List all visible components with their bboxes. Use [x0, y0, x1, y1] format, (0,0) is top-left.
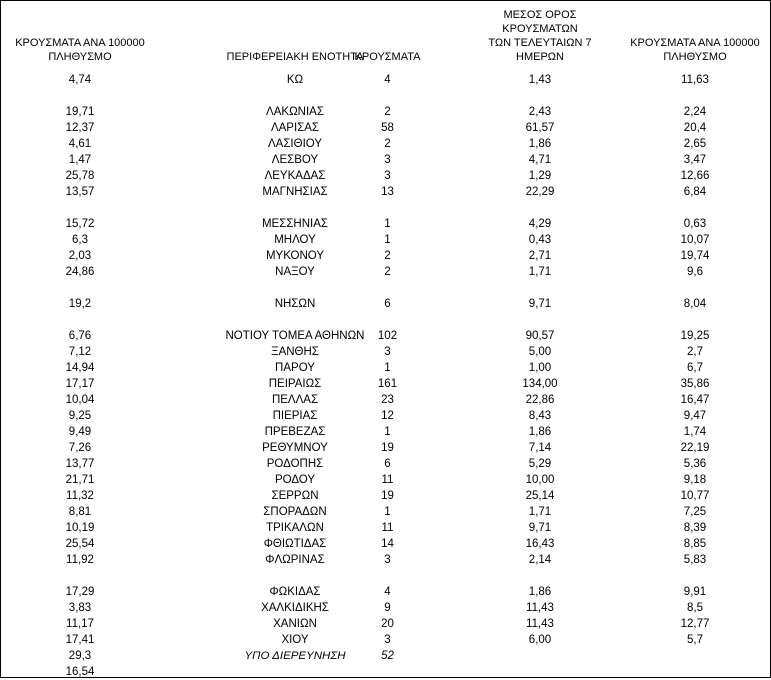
cell-per-100k-right: 0,63	[683, 218, 707, 230]
cell-regional-unit: ΜΗΛΟΥ	[274, 234, 316, 246]
cell-7day-average: 10,00	[525, 474, 555, 486]
cell-per-100k-left: 29,3	[68, 650, 92, 662]
cell-cases: 3	[384, 634, 391, 646]
cell-cases: 3	[384, 154, 391, 166]
cell-regional-unit: ΛΕΥΚΑΔΑΣ	[264, 170, 326, 182]
cell-per-100k-right: 6,84	[683, 186, 707, 198]
cell-cases: 9	[384, 602, 391, 614]
cell-per-100k-left: 8,81	[68, 506, 92, 518]
table-row	[0, 152, 771, 168]
cell-regional-unit: ΛΑΡΙΣΑΣ	[270, 122, 320, 134]
cell-cases: 23	[381, 394, 394, 406]
cell-cases: 3	[384, 170, 391, 182]
cell-cases: 58	[381, 122, 394, 134]
cell-per-100k-right: 2,24	[683, 106, 707, 118]
cell-per-100k-right: 9,18	[683, 474, 707, 486]
cell-cases: 4	[384, 586, 391, 598]
cell-per-100k-right: 1,74	[683, 426, 707, 438]
cell-cases: 11	[381, 522, 394, 534]
table-row	[0, 632, 771, 648]
cell-regional-unit: ΧΑΛΚΙΔΙΚΗΣ	[261, 602, 329, 614]
table-row	[0, 488, 771, 504]
cell-per-100k-left: 4,74	[68, 74, 92, 86]
cell-per-100k-left: 19,71	[65, 106, 95, 118]
header-7day-average	[470, 8, 610, 64]
cell-cases: 19	[381, 442, 394, 454]
cell-per-100k-right: 16,47	[680, 394, 710, 406]
cell-cases: 102	[377, 330, 398, 342]
cell-per-100k-left: 19,2	[68, 298, 92, 310]
cell-per-100k-left: 12,37	[65, 122, 95, 134]
cell-cases: 13	[381, 186, 394, 198]
table-row	[0, 216, 771, 232]
cell-regional-unit: ΣΕΡΡΩΝ	[271, 490, 319, 502]
cell-per-100k-right: 10,07	[680, 234, 710, 246]
cell-per-100k-right: 9,6	[687, 266, 703, 278]
table-row	[0, 520, 771, 536]
cell-regional-unit: ΠΡΕΒΕΖΑΣ	[264, 426, 326, 438]
cell-per-100k-left: 24,86	[65, 266, 95, 278]
table-row	[0, 360, 771, 376]
cell-cases: 20	[381, 618, 394, 630]
cell-regional-unit: ΡΕΘΥΜΝΟΥ	[262, 442, 328, 454]
cell-cases: 2	[384, 266, 391, 278]
cell-per-100k-right: 5,7	[687, 634, 703, 646]
cell-cases: 19	[381, 490, 394, 502]
cell-cases: 6	[384, 298, 391, 310]
cell-7day-average: 22,29	[525, 186, 555, 198]
table-row	[0, 536, 771, 552]
cell-per-100k-right: 8,85	[683, 538, 707, 550]
cell-per-100k-right: 8,39	[683, 522, 707, 534]
cell-7day-average: 1,71	[528, 506, 552, 518]
table-row	[0, 616, 771, 632]
cell-per-100k-right: 6,7	[687, 362, 703, 374]
cell-regional-unit: ΡΟΔΟΠΗΣ	[266, 458, 324, 470]
header-cases-per-100k-right	[620, 8, 770, 64]
cell-per-100k-left: 11,17	[66, 618, 94, 630]
table-row	[0, 104, 771, 120]
cell-regional-unit: ΛΑΣΙΘΙΟΥ	[267, 138, 323, 150]
cell-per-100k-left: 25,78	[65, 170, 95, 182]
cell-regional-unit: ΠΑΡΟΥ	[275, 362, 315, 374]
table-row	[0, 264, 771, 280]
cell-per-100k-right: 8,5	[687, 602, 703, 614]
header-line: ΜΕΣΟΣ ΟΡΟΣ ΚΡΟΥΣΜΑΤΩΝ	[502, 9, 578, 35]
cell-cases: 6	[384, 458, 391, 470]
table-row	[0, 72, 771, 88]
cell-7day-average: 61,57	[525, 122, 555, 134]
cell-per-100k-left: 6,76	[68, 330, 92, 342]
cell-regional-unit: ΦΩΚΙΔΑΣ	[269, 586, 321, 598]
cell-regional-unit: ΠΕΛΛΑΣ	[271, 394, 319, 406]
table-row	[0, 408, 771, 424]
cell-7day-average: 9,71	[528, 298, 552, 310]
cell-per-100k-left: 13,77	[65, 458, 95, 470]
cell-per-100k-left: 9,25	[68, 410, 92, 422]
cell-7day-average: 2,71	[528, 250, 552, 262]
cell-cases: 1	[384, 506, 391, 518]
cell-per-100k-left: 7,26	[68, 442, 92, 454]
cell-regional-unit: ΥΠΟ ΔΙΕΡΕΥΝΗΣΗ	[244, 650, 346, 662]
cell-per-100k-left: 1,47	[68, 154, 92, 166]
table-row	[0, 504, 771, 520]
header-line: ΠΛΗΘΥΣΜΟ	[663, 51, 727, 63]
cell-7day-average: 7,14	[528, 442, 552, 454]
cell-7day-average: 1,86	[528, 426, 552, 438]
table-row	[0, 456, 771, 472]
cell-regional-unit: ΜΥΚΟΝΟΥ	[265, 250, 325, 262]
cell-per-100k-right: 9,47	[683, 410, 707, 422]
cell-regional-unit: ΤΡΙΚΑΛΩΝ	[266, 522, 324, 534]
cell-regional-unit: ΣΠΟΡΑΔΩΝ	[263, 506, 327, 518]
cell-regional-unit: ΜΕΣΣΗΝΙΑΣ	[261, 218, 329, 230]
cell-cases: 1	[384, 234, 391, 246]
cell-per-100k-right: 11,63	[681, 74, 709, 86]
cell-regional-unit: ΦΘΙΩΤΙΔΑΣ	[263, 538, 327, 550]
table-row	[0, 136, 771, 152]
cell-regional-unit: ΧΙΟΥ	[281, 634, 309, 646]
cell-regional-unit: ΛΕΣΒΟΥ	[271, 154, 319, 166]
cell-7day-average: 1,43	[528, 74, 552, 86]
cell-per-100k-left: 11,92	[66, 554, 94, 566]
cell-regional-unit: ΞΑΝΘΗΣ	[271, 346, 319, 358]
header-line: ΚΡΟΥΣΜΑΤΑ ΑΝΑ 100000	[15, 37, 145, 49]
cell-7day-average: 9,71	[528, 522, 552, 534]
cell-cases: 2	[384, 250, 391, 262]
cell-cases: 11	[381, 474, 394, 486]
cell-regional-unit: ΝΑΞΟΥ	[275, 266, 315, 278]
header-cases-per-100k-left	[0, 8, 160, 64]
cell-7day-average: 1,86	[528, 138, 552, 150]
cell-regional-unit: ΦΛΩΡΙΝΑΣ	[265, 554, 325, 566]
cell-7day-average: 16,43	[525, 538, 555, 550]
cell-regional-unit: ΡΟΔΟΥ	[274, 474, 316, 486]
table-row	[0, 296, 771, 312]
cell-per-100k-left: 9,49	[68, 426, 92, 438]
cell-7day-average: 2,43	[528, 106, 552, 118]
table-row	[0, 328, 771, 344]
cell-per-100k-right: 5,83	[683, 554, 707, 566]
cell-cases: 52	[381, 650, 394, 662]
cell-cases: 2	[384, 106, 391, 118]
cell-per-100k-right: 10,77	[680, 490, 710, 502]
table-row	[0, 344, 771, 360]
cell-7day-average: 1,00	[528, 362, 552, 374]
cell-per-100k-right: 12,66	[680, 170, 710, 182]
table-row	[0, 184, 771, 200]
header-line: ΠΕΡΙΦΕΡΕΙΑΚΗ ΕΝΟΤΗΤΑ	[226, 51, 364, 63]
table-row	[0, 648, 771, 664]
cell-per-100k-right: 3,47	[683, 154, 707, 166]
cell-per-100k-right: 19,74	[680, 250, 710, 262]
cell-7day-average: 5,00	[528, 346, 552, 358]
cell-7day-average: 1,29	[528, 170, 552, 182]
cell-cases: 3	[384, 554, 391, 566]
cell-per-100k-left: 21,71	[65, 474, 95, 486]
cell-per-100k-right: 7,25	[683, 506, 707, 518]
cell-7day-average: 22,86	[525, 394, 555, 406]
cell-cases: 1	[384, 426, 391, 438]
cell-cases: 12	[381, 410, 394, 422]
header-line: ΚΡΟΥΣΜΑΤΑ	[354, 51, 421, 63]
cell-cases: 3	[384, 346, 391, 358]
cell-per-100k-right: 5,36	[683, 458, 707, 470]
table-row	[0, 232, 771, 248]
header-line: ΗΜΕΡΩΝ	[516, 51, 564, 63]
header-cases	[330, 8, 445, 64]
cell-per-100k-left: 3,83	[68, 602, 92, 614]
cell-regional-unit: ΧΑΝΙΩΝ	[273, 618, 317, 630]
cell-per-100k-right: 2,65	[683, 138, 707, 150]
table-row	[0, 168, 771, 184]
cell-per-100k-left: 6,3	[72, 234, 88, 246]
cell-cases: 2	[384, 138, 391, 150]
cell-per-100k-left: 17,17	[65, 378, 95, 390]
cell-regional-unit: ΠΕΙΡΑΙΩΣ	[268, 378, 322, 390]
table-row	[0, 552, 771, 568]
cell-regional-unit: ΜΑΓΝΗΣΙΑΣ	[262, 186, 328, 198]
cell-per-100k-left: 2,03	[68, 250, 92, 262]
table-row	[0, 120, 771, 136]
cell-7day-average: 1,71	[528, 266, 552, 278]
cell-per-100k-right: 12,77	[680, 618, 710, 630]
cell-regional-unit: ΝΟΤΙΟΥ ΤΟΜΕΑ ΑΘΗΝΩΝ	[225, 330, 365, 342]
cell-per-100k-left: 10,19	[65, 522, 95, 534]
cell-7day-average: 134,00	[522, 378, 558, 390]
cell-7day-average: 4,71	[528, 154, 552, 166]
table-row	[0, 424, 771, 440]
cell-per-100k-right: 35,86	[680, 378, 710, 390]
cell-per-100k-left: 13,57	[65, 186, 95, 198]
cell-regional-unit: ΠΙΕΡΙΑΣ	[272, 410, 318, 422]
cell-cases: 1	[384, 218, 391, 230]
cell-cases: 14	[381, 538, 394, 550]
cell-7day-average: 6,00	[528, 634, 552, 646]
cell-7day-average: 5,29	[528, 458, 552, 470]
cell-7day-average: 11,43	[526, 618, 554, 630]
cell-cases: 1	[384, 362, 391, 374]
cell-per-100k-left: 10,04	[65, 394, 95, 406]
cell-per-100k-right: 9,91	[683, 586, 707, 598]
cell-regional-unit: ΚΩ	[286, 74, 304, 86]
cell-per-100k-right: 2,7	[687, 346, 703, 358]
cell-cases: 161	[377, 378, 398, 390]
cell-7day-average: 4,29	[528, 218, 552, 230]
cell-7day-average: 1,86	[528, 586, 552, 598]
cell-7day-average: 90,57	[525, 330, 555, 342]
table-row	[0, 584, 771, 600]
header-line: ΠΛΗΘΥΣΜΟ	[48, 51, 112, 63]
cell-per-100k-left: 7,12	[68, 346, 92, 358]
cell-per-100k-left: 15,72	[65, 218, 95, 230]
table-row	[0, 472, 771, 488]
cell-per-100k-left: 17,41	[65, 634, 95, 646]
cell-per-100k-right: 8,04	[683, 298, 707, 310]
table-row	[0, 376, 771, 392]
cell-per-100k-left: 11,32	[66, 490, 94, 502]
cell-per-100k-right: 20,4	[683, 122, 707, 134]
table-row	[0, 600, 771, 616]
cell-regional-unit: ΛΑΚΩΝΙΑΣ	[266, 106, 324, 118]
cell-regional-unit: ΝΗΣΩΝ	[274, 298, 316, 310]
cell-7day-average: 25,14	[525, 490, 555, 502]
cell-per-100k-left: 4,61	[68, 138, 92, 150]
table-row	[0, 440, 771, 456]
cell-per-100k-left: 16,54	[65, 666, 95, 678]
cell-per-100k-left: 25,54	[65, 538, 95, 550]
cell-7day-average: 2,14	[528, 554, 552, 566]
cell-cases: 4	[384, 74, 391, 86]
table-row	[0, 392, 771, 408]
cell-7day-average: 11,43	[526, 602, 554, 614]
cell-7day-average: 0,43	[528, 234, 552, 246]
header-line: ΤΩΝ ΤΕΛΕΥΤΑΙΩΝ 7	[488, 37, 592, 49]
header-line: ΚΡΟΥΣΜΑΤΑ ΑΝΑ 100000	[630, 37, 760, 49]
cell-per-100k-left: 14,94	[65, 362, 95, 374]
cell-per-100k-right: 22,19	[680, 442, 710, 454]
cell-7day-average: 8,43	[528, 410, 552, 422]
table-row	[0, 248, 771, 264]
cell-per-100k-right: 19,25	[680, 330, 710, 342]
cell-per-100k-left: 17,29	[65, 586, 95, 598]
